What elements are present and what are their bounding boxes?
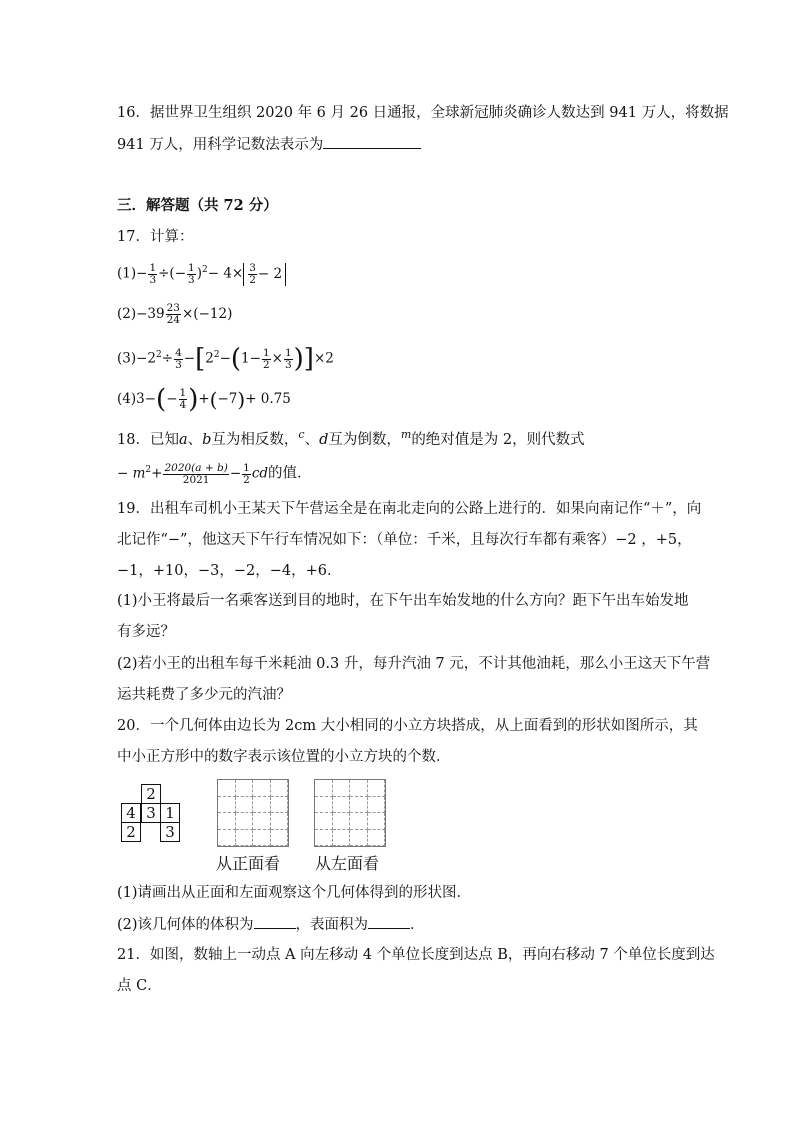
q20-cell: 3	[141, 803, 161, 823]
q19-line2: 北记作“−”，他这天下午行车情况如下：（单位：千米，且每次行车都有乘客）−2 ，+5，	[117, 532, 692, 548]
q17-p3-i: ×2	[313, 350, 334, 367]
q17-p3-fd: 3	[175, 358, 182, 371]
q17-p3-g2n: 1	[284, 346, 292, 359]
q17-p3-rparen: )	[293, 344, 304, 374]
q17-p2-label: (2)	[117, 306, 137, 322]
q20-cell: 2	[121, 822, 141, 842]
q17-p4-label: (4)	[117, 391, 137, 407]
q18-frac2	[242, 463, 251, 486]
q17-p1-f3n: 3	[249, 261, 256, 274]
q17-p1-f2d: 3	[188, 273, 195, 286]
q20-cell: 2	[141, 784, 161, 804]
q18-l2b: +	[151, 465, 163, 482]
q20-volume-blank	[254, 914, 296, 929]
q18-fn: 2020(a + b)	[164, 461, 228, 474]
q17-p3-label: (3)	[117, 350, 137, 367]
q20-front-view-grid[interactable]	[217, 779, 289, 847]
q17-p3-g2d: 3	[284, 358, 292, 371]
q17-p4-lparen2: (	[209, 387, 218, 412]
q17-p4-rparen2: )	[237, 387, 246, 412]
q17-p3-frac2	[262, 348, 271, 371]
q17-p2-fd: 24	[166, 314, 180, 326]
q17-p1-f1n: 1	[149, 261, 157, 274]
q19-line1: 19．出租车司机小王某天下午营运全是在南北走向的公路上进行的．如果向南记作“＋”，向	[117, 501, 702, 517]
q20-caption-front: 从正面看	[216, 854, 281, 873]
q18-sep1: 、	[187, 431, 203, 448]
q17-p4-b: −	[166, 391, 178, 407]
q17-stem: 17．计算：	[117, 229, 194, 245]
q17-p4-rparen: )	[188, 384, 199, 415]
q17-p4-e: + 0.75	[245, 391, 291, 407]
q17-p1-frac1	[148, 263, 157, 286]
q17-p1-frac2	[187, 263, 196, 286]
q18-line1	[117, 425, 585, 450]
q19-sub1-line1: (1)小王将最后一名乘客送到目的地时，在下午出车始发地的什么方向？距下午出车始发地	[117, 593, 689, 609]
q17-p1-c: )	[196, 265, 202, 282]
q18-fd: 2021	[182, 473, 210, 486]
q17-part2	[117, 303, 232, 326]
q17-p2-frac	[166, 303, 181, 326]
q17-p3-c: −	[183, 350, 196, 367]
q17-p2-a: −39	[136, 306, 165, 322]
q20-cell: 1	[160, 803, 180, 823]
q17-p1-e: − 2	[257, 265, 283, 282]
q16-answer-blank	[323, 134, 421, 149]
q18-line2	[117, 460, 312, 486]
q18-l1d: 的绝对值是为 2，则代数式	[411, 431, 585, 448]
q17-p3-fn: 4	[175, 346, 182, 359]
q17-p1-f2n: 1	[188, 261, 195, 274]
q20-s2b: ，表面积为	[295, 917, 369, 933]
q20-cell: 3	[160, 822, 180, 842]
q17-p3-exp2: 2	[213, 350, 220, 360]
q17-part4	[117, 384, 291, 415]
q21-line2: 点 C．	[117, 978, 162, 994]
q20-s2c: ．	[410, 917, 425, 933]
q18-var-m: m	[400, 428, 412, 441]
q17-p4-fn: 1	[179, 387, 187, 399]
q18-l2d: cd	[251, 465, 269, 482]
q17-p3-rbracket: ]	[303, 344, 314, 374]
q17-p1-b: ÷(−	[158, 265, 187, 282]
q20-sub1: (1)请画出从正面和左面观察这个几何体得到的形状图．	[117, 885, 472, 901]
q19-sub2-line1: (2)若小王的出租车每千米耗油 0.3 升，每升汽油 7 元，不计其他油耗，那么小王这天下午营	[117, 656, 711, 672]
q17-p3-h: ×	[271, 350, 283, 367]
q17-p3-e: −	[219, 350, 231, 367]
q17-p4-lparen: (	[156, 384, 167, 415]
q17-p3-exp1: 2	[156, 350, 162, 360]
q17-p1-frac3	[248, 263, 257, 286]
q17-p3-lparen: (	[230, 344, 242, 374]
q17-p3-d: 2	[205, 350, 214, 367]
section3-title: 三．解答题（共 72 分）	[117, 197, 278, 214]
q18-l1b: 互为相反数，	[211, 431, 299, 448]
q18-l2c: −	[229, 465, 242, 482]
q17-p1-d: − 4×	[207, 265, 244, 282]
q17-p1-label: (1)	[117, 265, 137, 282]
q18-var-b: b	[202, 431, 212, 448]
q18-frac1	[163, 463, 228, 486]
q20-caption-left: 从左面看	[315, 854, 380, 873]
q17-p3-lbracket: [	[195, 344, 206, 374]
q17-p4-d: −7	[217, 391, 238, 407]
q17-p3-frac	[174, 348, 183, 371]
q16-line2-text: 941 万人，用科学记数法表示为	[117, 137, 324, 153]
q20-sub2	[117, 914, 425, 935]
q18-l1a: 18．已知	[117, 431, 179, 448]
q18-l2e: 的值．	[268, 465, 312, 482]
q17-part3	[117, 344, 334, 374]
q20-cell: 4	[121, 803, 141, 823]
q17-p1-f1d: 3	[149, 273, 157, 286]
q17-p4-fd: 4	[179, 399, 187, 411]
q21-line1: 21．如图，数轴上一动点 A 向左移动 4 个单位长度到达点 B，再向右移动 7 个单位长度到达	[117, 947, 715, 963]
q17-p1-a: −	[136, 265, 148, 282]
q16-line2	[117, 134, 421, 155]
q18-l2a: − m	[117, 465, 146, 482]
q20-area-blank	[368, 914, 410, 929]
q19-sub1-line2: 有多远？	[117, 624, 175, 640]
q17-p4-a: 3−	[136, 391, 157, 407]
q20-s2a: (2)该几何体的体积为	[117, 917, 254, 933]
q17-p3-g1n: 1	[262, 346, 270, 359]
q18-f2n: 1	[243, 461, 250, 474]
q17-p3-a: −2	[136, 350, 157, 367]
q17-p1-abs	[243, 263, 286, 286]
q18-var-d: d	[319, 431, 329, 448]
q19-line3: −1，+10，−3，−2，−4，+6．	[117, 563, 342, 579]
q20-line1: 20．一个几何体由边长为 2cm 大小相同的小立方块搭成，从上面看到的形状如图所示，其	[117, 718, 698, 734]
q17-p3-frac3	[284, 348, 293, 371]
q17-p4-frac	[179, 388, 188, 411]
q18-var-a: a	[178, 431, 188, 448]
q18-l2exp: 2	[145, 465, 152, 475]
q17-p1-f3d: 2	[249, 273, 256, 286]
q17-p3-g1d: 2	[262, 358, 270, 371]
q20-left-view-grid[interactable]	[314, 779, 386, 847]
q17-part1	[117, 260, 286, 286]
q18-f2d: 2	[243, 473, 250, 486]
q17-p3-f: 1−	[241, 350, 261, 367]
q16-line1: 16．据世界卫生组织 2020 年 6 月 26 日通报，全球新冠肺炎确诊人数达到 941 万人，将数据	[117, 105, 729, 121]
q17-p2-b: ×(−12)	[182, 306, 233, 322]
q17-p2-fn: 23	[166, 302, 180, 314]
q18-sep2: 、	[304, 431, 320, 448]
q20-line2: 中小正方形中的数字表示该位置的小立方块的个数．	[117, 749, 451, 765]
q17-p3-b: ÷	[161, 350, 174, 367]
q17-p1-exp: 2	[201, 265, 208, 275]
q17-p4-c: +	[198, 391, 210, 407]
q18-l1c: 互为倒数，	[328, 431, 401, 448]
q18-var-c: c	[298, 428, 305, 441]
q19-sub2-line2: 运共耗费了多少元的汽油？	[117, 687, 291, 703]
